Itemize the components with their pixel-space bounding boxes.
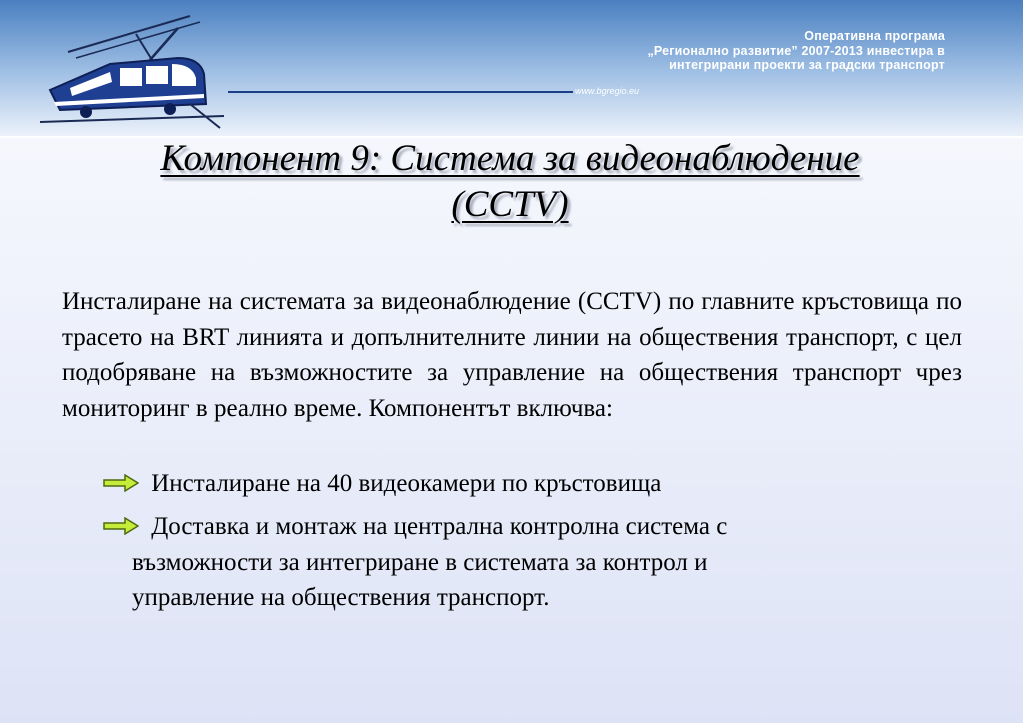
bullet-item-cameras — [103, 466, 823, 502]
tram-icon — [40, 12, 230, 130]
bullet-text-line-3: управление на обществения транспорт. — [132, 584, 550, 611]
arrow-right-icon — [103, 517, 139, 535]
arrow-right-icon — [103, 474, 139, 492]
bullet-text-line-1: Доставка и монтаж на централна контролна система с — [145, 513, 728, 540]
program-caption — [525, 29, 945, 73]
slide-title-line-2: (CCTV) — [451, 184, 569, 225]
intro-paragraph: Инсталиране на системата за видеонаблюдение (CCTV) по главните кръстовища по трасето на BRT линията и допълнителните линии на обществения транспорт, с цел подобряване на възможностите за управление на обществения транспорт чрез мониторинг в реално време. Компонентът включва: — [62, 288, 962, 422]
header-rule — [228, 91, 573, 93]
slide-title — [60, 136, 960, 228]
program-line-3: интегрирани проекти за градски транспорт — [669, 58, 945, 72]
program-line-2: „Регионално развитие” 2007-2013 инвестира в — [647, 43, 945, 58]
bullet-text-line-2: възможности за интегриране в системата за контрол и — [132, 548, 708, 576]
program-line-1: Оперативна програма — [804, 29, 945, 43]
website-link[interactable]: www.bgregio.eu — [575, 86, 640, 96]
slide-title-line-1: Компонент 9: Система за видеонаблюдение — [160, 138, 860, 179]
bullet-text: Инсталиране на 40 видеокамери по кръстовища — [145, 470, 662, 497]
bullet-item-control-system — [103, 509, 863, 616]
